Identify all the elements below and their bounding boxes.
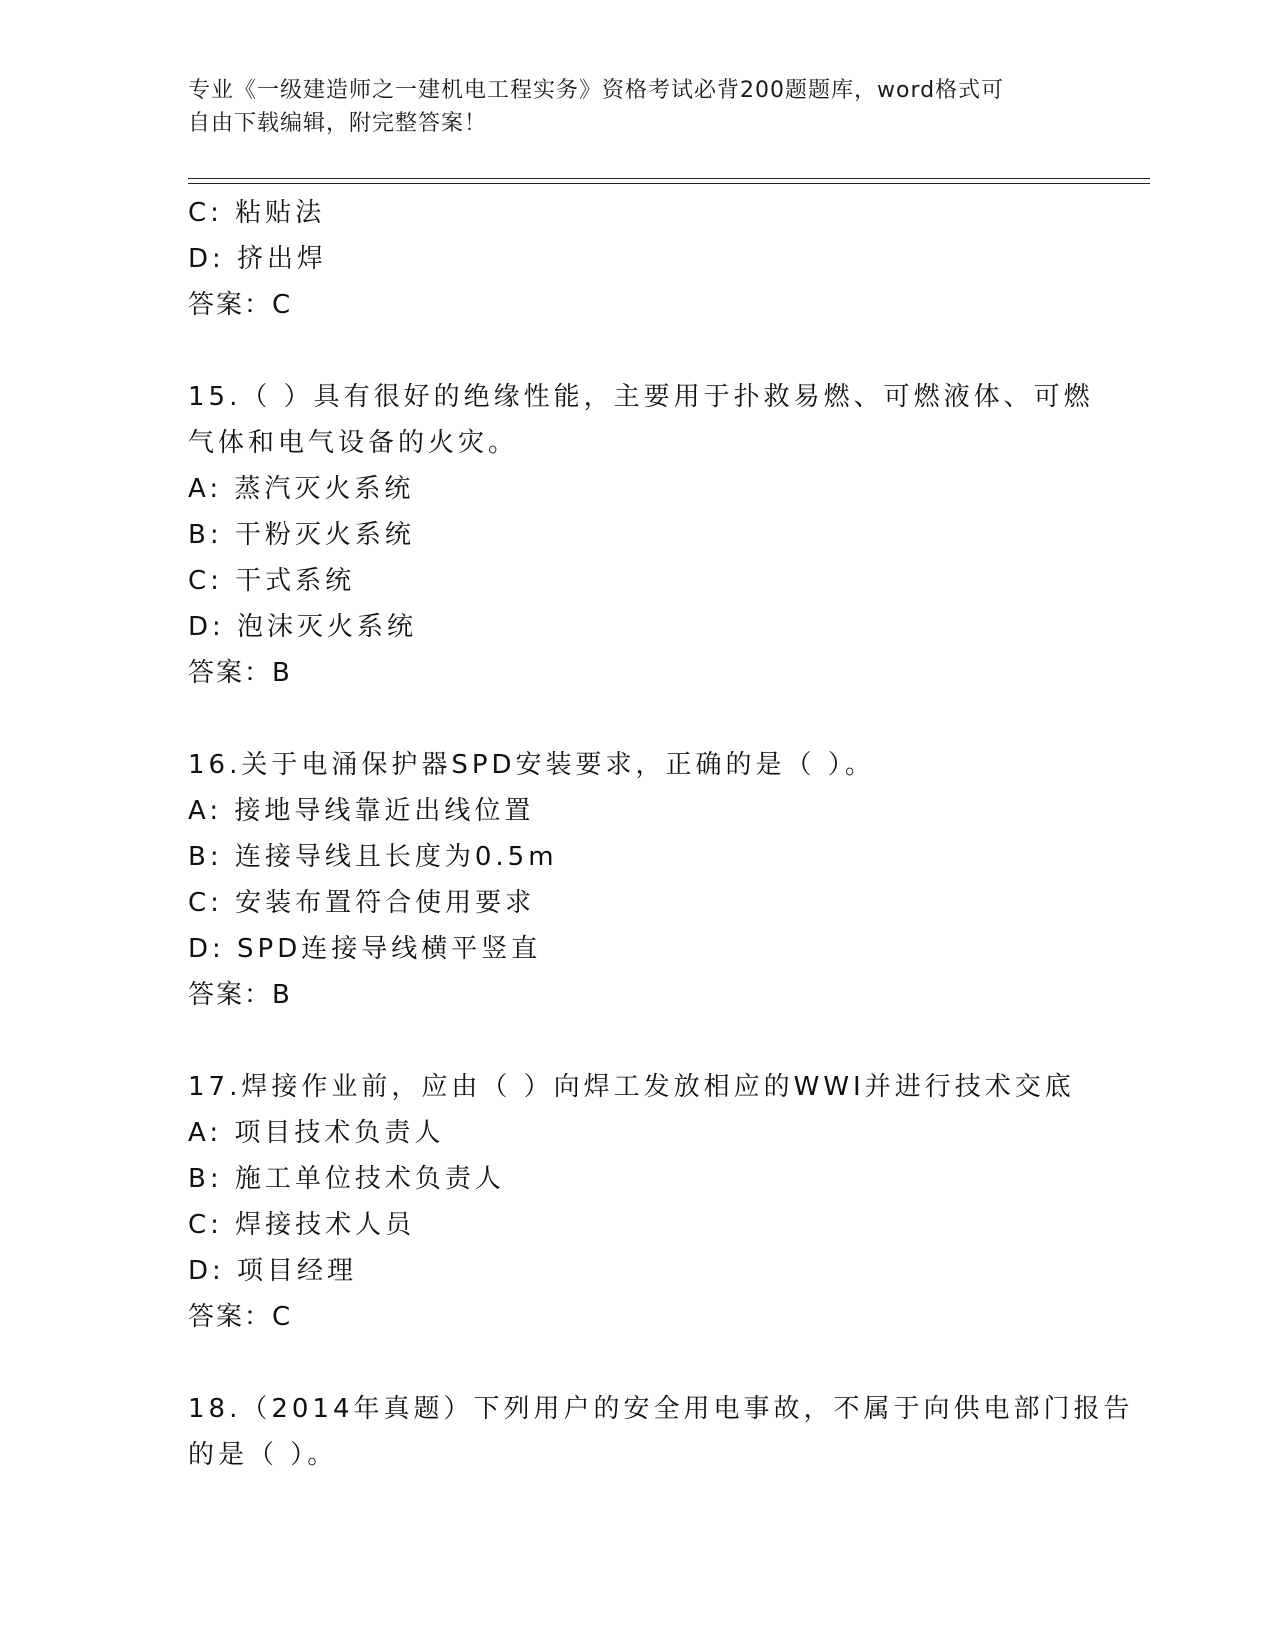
question-17	[188, 1064, 1088, 1340]
header-line-1: 专业《一级建造师之一建机电工程实务》资格考试必背200题题库，word格式可	[188, 78, 1005, 103]
question-stem: 16.关于电涌保护器SPD安装要求，正确的是（ ）。	[188, 750, 875, 780]
header-divider-bottom	[188, 183, 1150, 184]
prev-option-c: C: 粘贴法	[188, 198, 326, 228]
option-b: B: 连接导线且长度为0.5m	[188, 842, 558, 872]
option-d: D: 项目经理	[188, 1256, 358, 1286]
question-16	[188, 742, 1088, 1018]
option-a: A: 项目技术负责人	[188, 1118, 445, 1148]
prev-answer: 答案：C	[188, 290, 293, 320]
document-header	[188, 74, 1088, 140]
question-stem: 18.（2014年真题）下列用户的安全用电事故，不属于向供电部门报告	[188, 1394, 1134, 1424]
answer: 答案：C	[188, 1302, 293, 1332]
option-c: C: 焊接技术人员	[188, 1210, 416, 1240]
answer: 答案：B	[188, 980, 292, 1010]
option-d: D: 泡沫灭火系统	[188, 612, 418, 642]
question-18	[188, 1386, 1134, 1478]
option-d: D: SPD连接导线横平竖直	[188, 934, 542, 964]
answer: 答案：B	[188, 658, 292, 688]
header-line-2: 自由下载编辑，附完整答案！	[188, 111, 488, 136]
question-15	[188, 374, 1094, 696]
question-stem: 17.焊接作业前，应由（ ）向焊工发放相应的WWI并进行技术交底	[188, 1072, 1075, 1102]
question-stem-cont: 的是（ ）。	[188, 1440, 338, 1470]
option-b: B: 干粉灭火系统	[188, 520, 415, 550]
question-stem: 15.（ ）具有很好的绝缘性能，主要用于扑救易燃、可燃液体、可燃	[188, 382, 1094, 412]
option-a: A: 接地导线靠近出线位置	[188, 796, 535, 826]
question-list	[188, 190, 1134, 1478]
header-divider-top	[188, 178, 1150, 179]
question-stem-cont: 气体和电气设备的火灾。	[188, 428, 519, 458]
option-b: B: 施工单位技术负责人	[188, 1164, 505, 1194]
option-c: C: 干式系统	[188, 566, 356, 596]
option-c: C: 安装布置符合使用要求	[188, 888, 536, 918]
prev-option-d: D: 挤出焊	[188, 244, 328, 274]
option-a: A: 蒸汽灭火系统	[188, 474, 415, 504]
